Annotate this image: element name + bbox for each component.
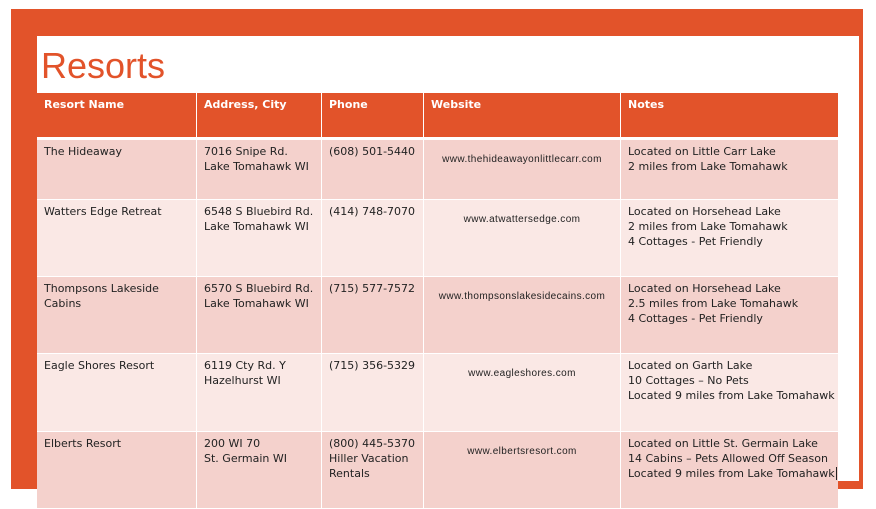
cell-address[interactable] — [197, 200, 322, 277]
cell-phone[interactable] — [322, 354, 424, 432]
cell-notes[interactable] — [621, 200, 838, 277]
table-row — [37, 200, 838, 277]
notes-line: 2 miles from Lake Tomahawk — [628, 160, 788, 173]
notes-line: Located 9 miles from Lake Tomahawk — [628, 389, 835, 402]
cell-website[interactable]: www.elbertsresort.com — [424, 432, 621, 509]
address-line: 6570 S Bluebird Rd. — [204, 282, 314, 295]
address-line: Lake Tomahawk WI — [204, 220, 309, 233]
cell-website[interactable]: www.eagleshores.com — [424, 354, 621, 432]
notes-line: 2.5 miles from Lake Tomahawk — [628, 297, 799, 310]
notes-line: 4 Cottages - Pet Friendly — [628, 312, 763, 325]
notes-line: Located on Garth Lake — [628, 359, 753, 372]
cell-website[interactable]: www.thompsonslakesidecains.com — [424, 277, 621, 354]
address-line: 6548 S Bluebird Rd. — [204, 205, 314, 218]
cell-phone[interactable] — [322, 140, 424, 200]
cell-address[interactable] — [197, 277, 322, 354]
table-row — [37, 354, 838, 432]
cell-address[interactable] — [197, 140, 322, 200]
address-line: Lake Tomahawk WI — [204, 160, 309, 173]
notes-line: Located on Little Carr Lake — [628, 145, 776, 158]
cell-resort-name[interactable]: Thompsons Lakeside Cabins — [37, 277, 197, 354]
phone-line: (800) 445-5370 — [329, 437, 416, 450]
address-line: 200 WI 70 — [204, 437, 261, 450]
cell-resort-name[interactable]: Watters Edge Retreat — [37, 200, 197, 277]
cell-resort-name[interactable]: The Hideaway — [37, 140, 197, 200]
cell-resort-name[interactable]: Eagle Shores Resort — [37, 354, 197, 432]
phone-line: Rentals — [329, 467, 370, 480]
address-line: 6119 Cty Rd. Y — [204, 359, 286, 372]
cell-phone[interactable] — [322, 277, 424, 354]
notes-line: 4 Cottages - Pet Friendly — [628, 235, 763, 248]
slide-title[interactable]: Resorts — [41, 45, 166, 86]
notes-line: 14 Cabins – Pets Allowed Off Season — [628, 452, 828, 465]
cell-website[interactable]: www.thehideawayonlittlecarr.com — [424, 140, 621, 200]
notes-line: Located on Little St. Germain Lake — [628, 437, 818, 450]
resorts-table[interactable] — [37, 93, 838, 509]
table-row — [37, 140, 838, 200]
cell-notes[interactable] — [621, 277, 838, 354]
table-row — [37, 277, 838, 354]
notes-line: 10 Cottages – No Pets — [628, 374, 749, 387]
cell-notes[interactable] — [621, 432, 838, 509]
notes-line: Located on Horsehead Lake — [628, 282, 781, 295]
phone-line: Hiller Vacation — [329, 452, 409, 465]
header-phone[interactable]: Phone — [322, 93, 424, 140]
header-address-city[interactable]: Address, City — [197, 93, 322, 140]
cell-notes[interactable] — [621, 140, 838, 200]
header-notes[interactable]: Notes — [621, 93, 838, 140]
address-line: St. Germain WI — [204, 452, 288, 465]
text-cursor — [836, 467, 837, 480]
notes-line: 2 miles from Lake Tomahawk — [628, 220, 788, 233]
cell-notes[interactable] — [621, 354, 838, 432]
phone-line: (715) 356-5329 — [329, 359, 416, 372]
cell-resort-name[interactable]: Elberts Resort — [37, 432, 197, 509]
cell-website[interactable]: www.atwattersedge.com — [424, 200, 621, 277]
notes-line: Located on Horsehead Lake — [628, 205, 781, 218]
cell-phone[interactable] — [322, 432, 424, 509]
notes-line — [628, 466, 835, 481]
header-resort-name[interactable]: Resort Name — [37, 93, 197, 140]
phone-line: (414) 748-7070 — [329, 205, 416, 218]
header-website[interactable]: Website — [424, 93, 621, 140]
phone-line: (608) 501-5440 — [329, 145, 416, 158]
phone-line: (715) 577-7572 — [329, 282, 416, 295]
address-line: 7016 Snipe Rd. — [204, 145, 288, 158]
notes-line-text: Located 9 miles from Lake Tomahawk — [628, 467, 835, 480]
cell-address[interactable] — [197, 432, 322, 509]
table-row — [37, 432, 838, 509]
table-header-row — [37, 93, 838, 140]
address-line: Hazelhurst WI — [204, 374, 281, 387]
cell-address[interactable] — [197, 354, 322, 432]
address-line: Lake Tomahawk WI — [204, 297, 309, 310]
cell-phone[interactable] — [322, 200, 424, 277]
